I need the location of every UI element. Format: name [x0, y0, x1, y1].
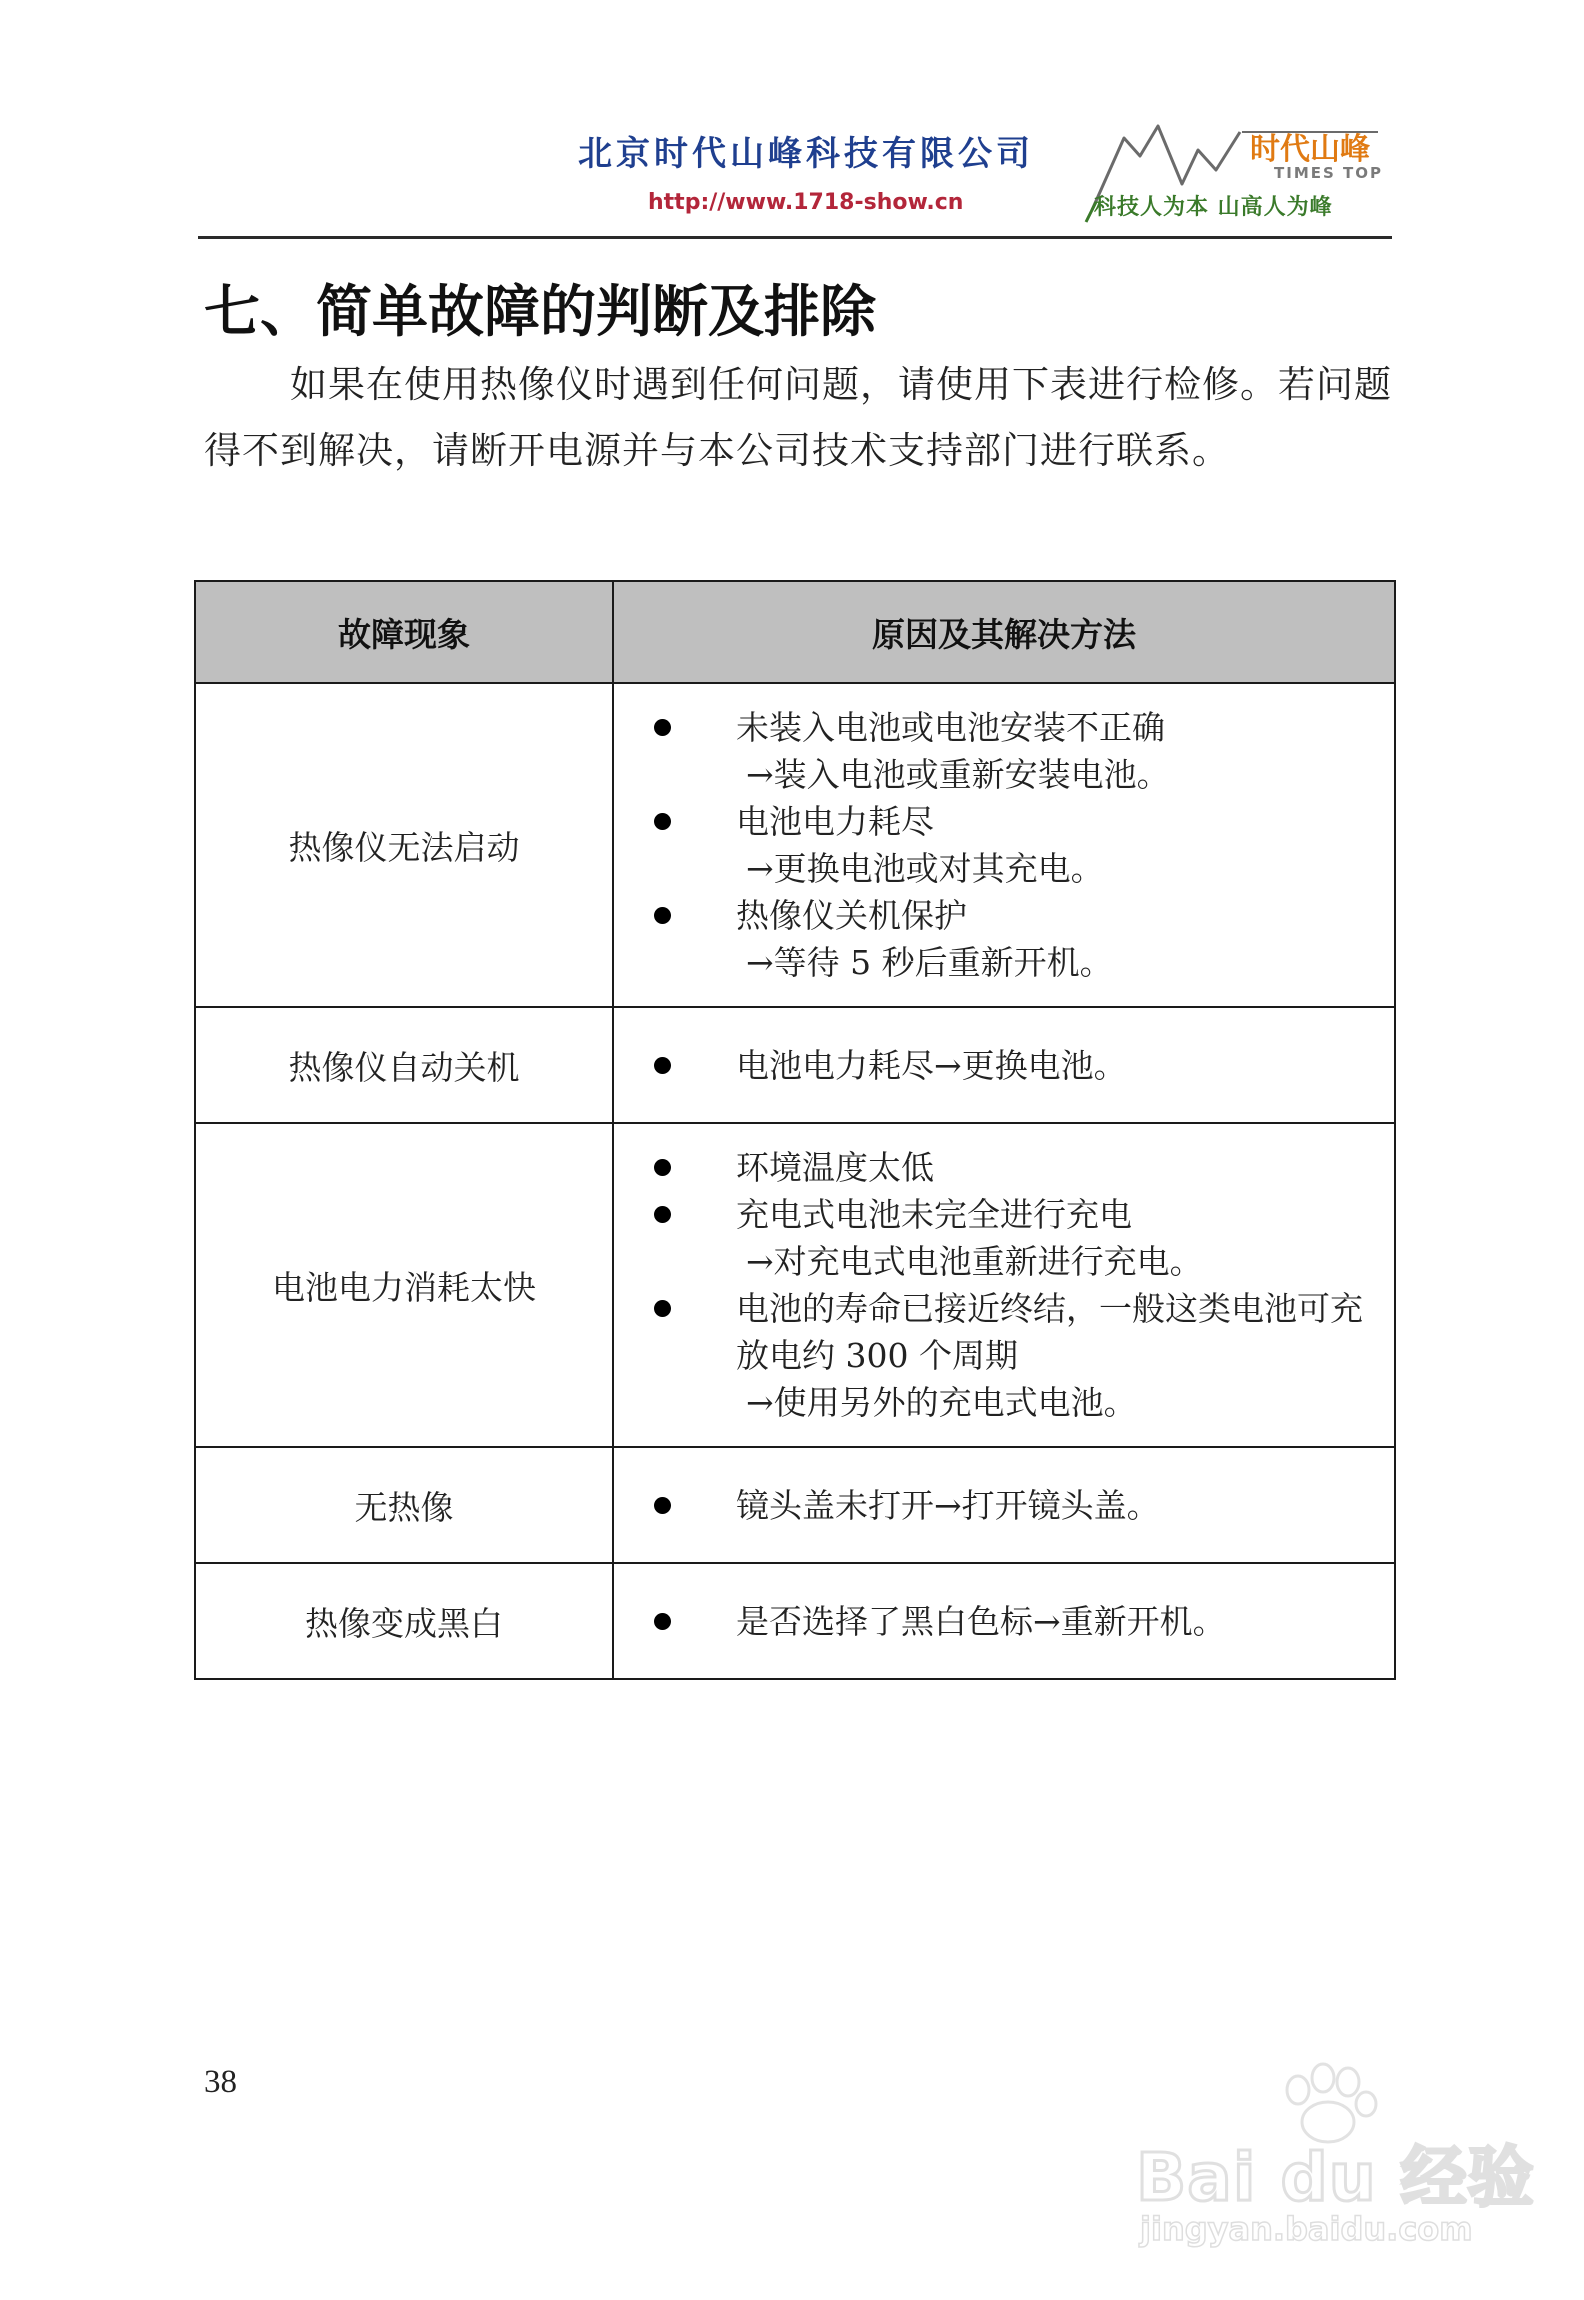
cause-text: 充电式电池未完全进行充电 [736, 1195, 1132, 1234]
bullet-icon [654, 1300, 671, 1317]
page-number: 38 [204, 2064, 237, 2100]
troubleshooting-table [194, 580, 1396, 1680]
table-row [195, 1563, 1395, 1679]
logo-english: TIMES TOP [1274, 164, 1383, 182]
cause-text: 电池的寿命已接近终结，一般这类电池可充放电约 300 个周期 [736, 1289, 1363, 1375]
symptom-cell: 无热像 [195, 1447, 613, 1563]
list-item [614, 1042, 1394, 1089]
header-symptom: 故障现象 [195, 581, 613, 683]
company-url[interactable]: http://www.1718-show.cn [648, 190, 964, 215]
bullet-icon [654, 1206, 671, 1223]
cause-text: 电池电力耗尽→更换电池。 [736, 1045, 1127, 1085]
bullet-icon [654, 1613, 671, 1630]
symptom-cell: 热像变成黑白 [195, 1563, 613, 1679]
solution-cell [613, 1007, 1395, 1123]
fix-text: →装入电池或重新安装电池。 [746, 755, 1170, 794]
company-name: 北京时代山峰科技有限公司 [578, 134, 1034, 174]
cause-text: 热像仪关机保护 [736, 896, 967, 935]
watermark-url: jingyan.baidu.com [1140, 2210, 1473, 2248]
bullet-icon [654, 813, 671, 830]
list-item [614, 892, 1394, 986]
baidu-watermark [1120, 2060, 1535, 2260]
cause-text: 镜头盖未打开→打开镜头盖。 [736, 1485, 1160, 1525]
solution-cell [613, 1563, 1395, 1679]
bullet-icon [654, 1057, 671, 1074]
solution-cell [613, 1447, 1395, 1563]
header-solution: 原因及其解决方法 [613, 581, 1395, 683]
solution-cell [613, 1123, 1395, 1447]
table-header-row [195, 581, 1395, 683]
logo-slogan: 科技人为本 山高人为峰 [1094, 194, 1333, 220]
header-divider [198, 236, 1392, 239]
cause-text: 环境温度太低 [736, 1148, 934, 1187]
list-item [614, 1482, 1394, 1529]
watermark-logo: Bai du 经验 [1136, 2139, 1535, 2216]
bullet-icon [654, 1159, 671, 1176]
fix-text: →更换电池或对其充电。 [746, 849, 1104, 888]
symptom-cell: 热像仪自动关机 [195, 1007, 613, 1123]
fix-text: →使用另外的充电式电池。 [746, 1383, 1137, 1422]
logo-brand: 时代山峰 [1250, 132, 1370, 167]
table-row [195, 1007, 1395, 1123]
section-title: 七、简单故障的判断及排除 [204, 280, 876, 345]
list-item [614, 1144, 1394, 1191]
bullet-icon [654, 1497, 671, 1514]
list-item [614, 1285, 1394, 1426]
list-item [614, 1191, 1394, 1285]
table-row [195, 683, 1395, 1007]
symptom-cell: 热像仪无法启动 [195, 683, 613, 1007]
list-item [614, 798, 1394, 892]
table-row [195, 1123, 1395, 1447]
fix-text: →对充电式电池重新进行充电。 [746, 1242, 1203, 1281]
symptom-cell: 电池电力消耗太快 [195, 1123, 613, 1447]
table-row [195, 1447, 1395, 1563]
company-logo [1078, 110, 1383, 230]
bullet-icon [654, 907, 671, 924]
list-item [614, 704, 1394, 798]
fix-text: →等待 5 秒后重新开机。 [746, 943, 1113, 982]
solution-cell [613, 683, 1395, 1007]
bullet-icon [654, 719, 671, 736]
cause-text: 电池电力耗尽 [736, 802, 934, 841]
intro-paragraph: 如果在使用热像仪时遇到任何问题，请使用下表进行检修。若问题得不到解决，请断开电源并与本公司技术支持部门进行联系。 [204, 363, 1392, 472]
cause-text: 是否选择了黑白色标→重新开机。 [736, 1601, 1226, 1641]
cause-text: 未装入电池或电池安装不正确 [736, 708, 1165, 747]
list-item [614, 1598, 1394, 1645]
page-header [198, 110, 1392, 238]
